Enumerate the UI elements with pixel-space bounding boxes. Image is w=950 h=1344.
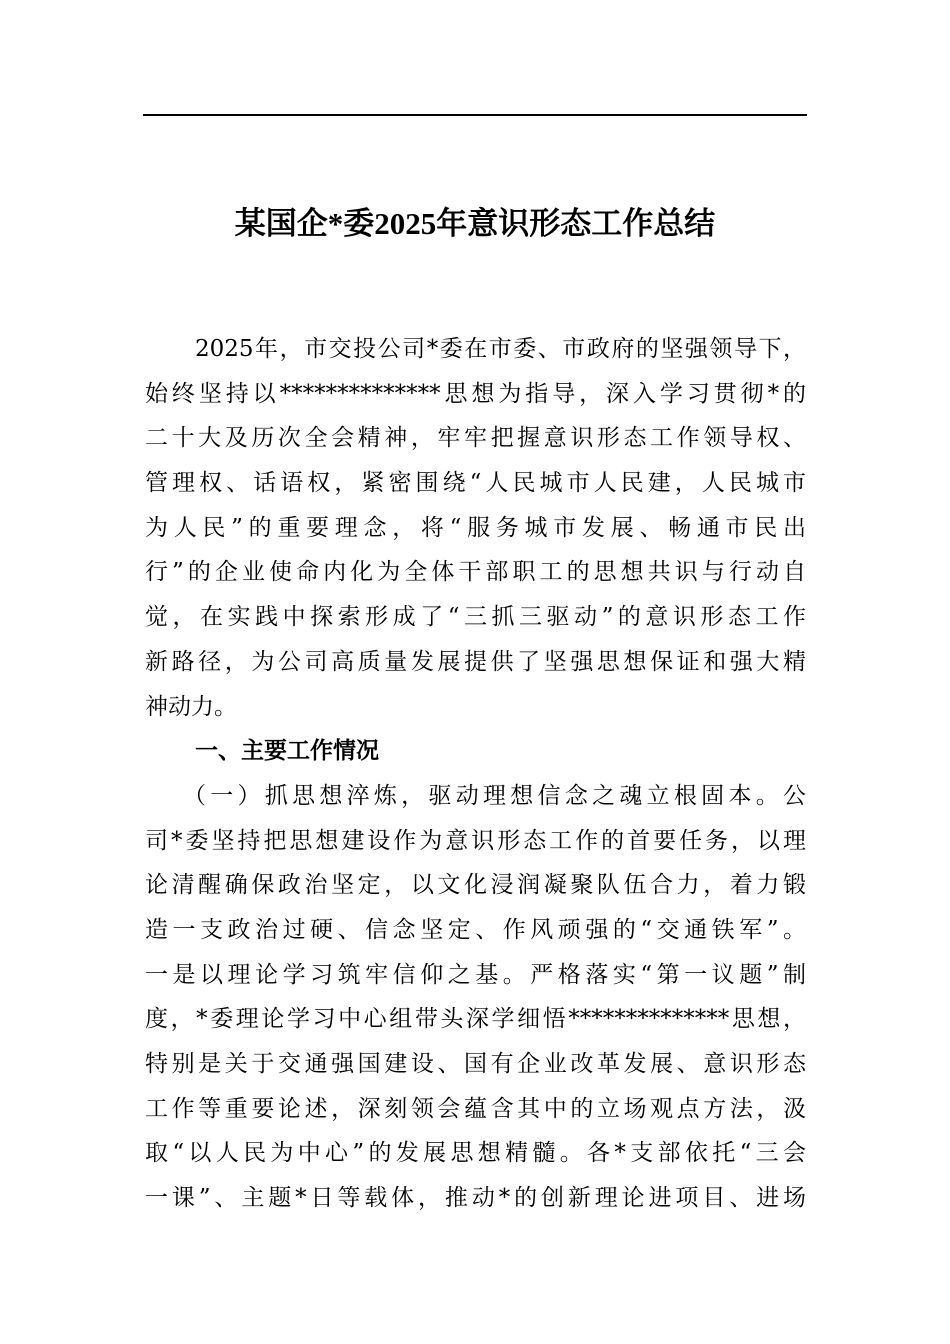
document-body <box>145 327 806 1221</box>
text-line: 论清醒确保政治坚定，以文化浸润凝聚队伍合力，着力锻 <box>145 872 806 899</box>
text-line: 一课”、主题*日等载体，推动*的创新理论进项目、进场 <box>145 1185 806 1212</box>
text-line: 度，*委理论学习中心组带头深学细悟**************思想， <box>145 1006 806 1033</box>
text-line: 造一支政治过硬、信念坚定、作风顽强的“交通铁军”。 <box>145 916 806 943</box>
header-rule <box>143 114 807 116</box>
text-line: 行”的企业使命内化为全体干部职工的思想共识与行动自 <box>145 559 806 586</box>
text-line: 司*委坚持把思想建设作为意识形态工作的首要任务，以理 <box>145 827 806 854</box>
section-heading: 一、主要工作情况 <box>195 738 379 765</box>
text-line: 一是以理论学习筑牢信仰之基。严格落实“第一议题”制 <box>145 961 806 988</box>
text-line: 新路径，为公司高质量发展提供了坚强思想保证和强大精 <box>145 648 806 675</box>
text-line: 工作等重要论述，深刻领会蕴含其中的立场观点方法，汲 <box>145 1095 806 1122</box>
text-line: 二十大及历次全会精神，牢牢把握意识形态工作领导权、 <box>145 425 806 452</box>
text-line: 神动力。 <box>145 693 237 720</box>
text-line: （一）抓思想淬炼，驱动理想信念之魂立根固本。公 <box>183 782 806 809</box>
text-line: 2025年，市交投公司*委在市委、市政府的坚强领导下， <box>195 336 806 362</box>
document-title: 某国企*委2025年意识形态工作总结 <box>234 206 716 241</box>
text-line: 取“以人民为中心”的发展思想精髓。各*支部依托“三会 <box>145 1140 806 1167</box>
text-line: 特别是关于交通强国建设、国有企业改革发展、意识形态 <box>145 1051 806 1077</box>
text-line: 觉，在实践中探索形成了“三抓三驱动”的意识形态工作 <box>145 604 806 631</box>
text-line: 为人民”的重要理念，将“服务城市发展、畅通市民出 <box>145 514 806 541</box>
text-line: 始终坚持以**************思想为指导，深入学习贯彻*的 <box>145 380 806 407</box>
text-line: 管理权、话语权，紧密围绕“人民城市人民建，人民城市 <box>145 470 806 497</box>
